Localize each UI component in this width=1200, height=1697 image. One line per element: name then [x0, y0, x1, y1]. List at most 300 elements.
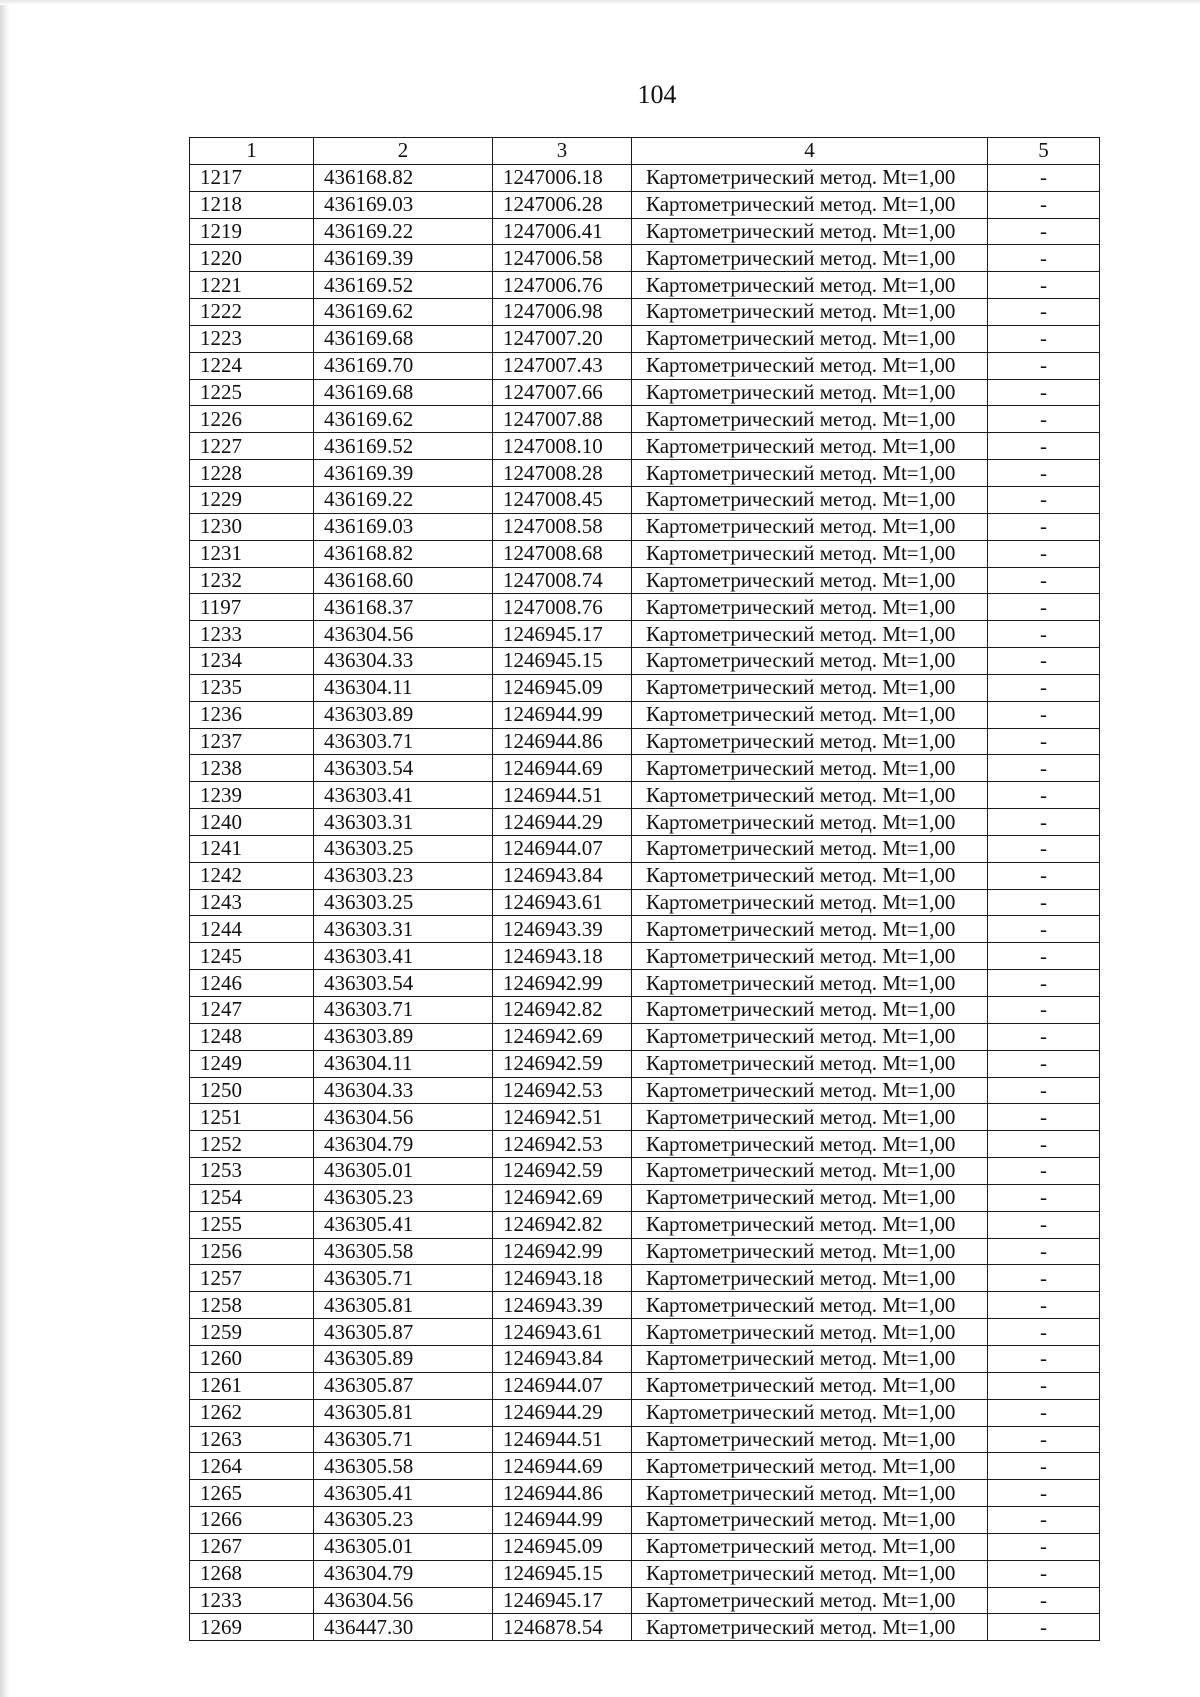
- y-coordinate-cell: 1247007.88: [493, 406, 632, 433]
- table-row: [190, 1345, 1100, 1372]
- note-cell: -: [988, 1345, 1100, 1372]
- note-cell: -: [988, 782, 1100, 809]
- x-coordinate-cell: 436305.01: [314, 1533, 493, 1560]
- y-coordinate-cell: 1246942.51: [493, 1104, 632, 1131]
- x-coordinate-cell: 436303.25: [314, 835, 493, 862]
- method-cell: Картометрический метод. Mt=1,00: [632, 728, 988, 755]
- x-coordinate-cell: 436303.89: [314, 1023, 493, 1050]
- table-row: [190, 1050, 1100, 1077]
- method-cell: Картометрический метод. Mt=1,00: [632, 970, 988, 997]
- point-number-cell: 1238: [190, 755, 314, 782]
- y-coordinate-cell: 1247008.58: [493, 513, 632, 540]
- point-number-cell: 1224: [190, 352, 314, 379]
- point-number-cell: 1248: [190, 1023, 314, 1050]
- x-coordinate-cell: 436304.11: [314, 674, 493, 701]
- note-cell: -: [988, 1023, 1100, 1050]
- note-cell: -: [988, 191, 1100, 218]
- note-cell: -: [988, 594, 1100, 621]
- table-row: [190, 1211, 1100, 1238]
- note-cell: -: [988, 513, 1100, 540]
- note-cell: -: [988, 1131, 1100, 1158]
- y-coordinate-cell: 1246944.86: [493, 1480, 632, 1507]
- y-coordinate-cell: 1247007.20: [493, 325, 632, 352]
- method-cell: Картометрический метод. Mt=1,00: [632, 433, 988, 460]
- note-cell: -: [988, 1211, 1100, 1238]
- table-row: [190, 1614, 1100, 1641]
- method-cell: Картометрический метод. Mt=1,00: [632, 835, 988, 862]
- method-cell: Картометрический метод. Mt=1,00: [632, 191, 988, 218]
- point-number-cell: 1266: [190, 1507, 314, 1534]
- note-cell: -: [988, 1319, 1100, 1346]
- x-coordinate-cell: 436169.22: [314, 218, 493, 245]
- table-row: [190, 809, 1100, 836]
- table-row: [190, 1184, 1100, 1211]
- note-cell: -: [988, 1292, 1100, 1319]
- method-cell: Картометрический метод. Mt=1,00: [632, 1399, 988, 1426]
- method-cell: Картометрический метод. Mt=1,00: [632, 701, 988, 728]
- x-coordinate-cell: 436305.87: [314, 1372, 493, 1399]
- y-coordinate-cell: 1247008.76: [493, 594, 632, 621]
- table-row: [190, 1023, 1100, 1050]
- y-coordinate-cell: 1246944.29: [493, 809, 632, 836]
- method-cell: Картометрический метод. Mt=1,00: [632, 1319, 988, 1346]
- table-row: [190, 1560, 1100, 1587]
- method-cell: Картометрический метод. Mt=1,00: [632, 164, 988, 191]
- y-coordinate-cell: 1246945.17: [493, 1587, 632, 1614]
- y-coordinate-cell: 1246942.69: [493, 1023, 632, 1050]
- note-cell: -: [988, 352, 1100, 379]
- table-row: [190, 379, 1100, 406]
- y-coordinate-cell: 1246942.99: [493, 970, 632, 997]
- table-row: [190, 513, 1100, 540]
- method-cell: Картометрический метод. Mt=1,00: [632, 272, 988, 299]
- y-coordinate-cell: 1246944.69: [493, 755, 632, 782]
- table-row: [190, 325, 1100, 352]
- point-number-cell: 1242: [190, 862, 314, 889]
- point-number-cell: 1269: [190, 1614, 314, 1641]
- x-coordinate-cell: 436305.81: [314, 1399, 493, 1426]
- y-coordinate-cell: 1246943.39: [493, 1292, 632, 1319]
- point-number-cell: 1262: [190, 1399, 314, 1426]
- x-coordinate-cell: 436304.79: [314, 1131, 493, 1158]
- table-row: [190, 1265, 1100, 1292]
- table-row: [190, 594, 1100, 621]
- method-cell: Картометрический метод. Mt=1,00: [632, 245, 988, 272]
- y-coordinate-cell: 1246942.53: [493, 1131, 632, 1158]
- y-coordinate-cell: 1247008.10: [493, 433, 632, 460]
- table-row: [190, 1077, 1100, 1104]
- point-number-cell: 1218: [190, 191, 314, 218]
- x-coordinate-cell: 436303.23: [314, 862, 493, 889]
- point-number-cell: 1261: [190, 1372, 314, 1399]
- x-coordinate-cell: 436303.71: [314, 997, 493, 1024]
- note-cell: -: [988, 648, 1100, 675]
- note-cell: -: [988, 245, 1100, 272]
- y-coordinate-cell: 1246878.54: [493, 1614, 632, 1641]
- note-cell: -: [988, 1265, 1100, 1292]
- method-cell: Картометрический метод. Mt=1,00: [632, 1507, 988, 1534]
- note-cell: -: [988, 272, 1100, 299]
- table-row: [190, 299, 1100, 326]
- point-number-cell: 1244: [190, 916, 314, 943]
- y-coordinate-cell: 1246943.39: [493, 916, 632, 943]
- x-coordinate-cell: 436303.25: [314, 889, 493, 916]
- point-number-cell: 1228: [190, 460, 314, 487]
- y-coordinate-cell: 1246945.09: [493, 1533, 632, 1560]
- x-coordinate-cell: 436304.33: [314, 648, 493, 675]
- y-coordinate-cell: 1246944.99: [493, 701, 632, 728]
- method-cell: Картометрический метод. Mt=1,00: [632, 1480, 988, 1507]
- point-number-cell: 1259: [190, 1319, 314, 1346]
- point-number-cell: 1225: [190, 379, 314, 406]
- note-cell: -: [988, 379, 1100, 406]
- method-cell: Картометрический метод. Mt=1,00: [632, 513, 988, 540]
- table-row: [190, 701, 1100, 728]
- y-coordinate-cell: 1246943.18: [493, 1265, 632, 1292]
- point-number-cell: 1256: [190, 1238, 314, 1265]
- x-coordinate-cell: 436305.71: [314, 1426, 493, 1453]
- point-number-cell: 1245: [190, 943, 314, 970]
- table-row: [190, 1372, 1100, 1399]
- method-cell: Картометрический метод. Mt=1,00: [632, 1345, 988, 1372]
- point-number-cell: 1258: [190, 1292, 314, 1319]
- y-coordinate-cell: 1246944.29: [493, 1399, 632, 1426]
- method-cell: Картометрический метод. Mt=1,00: [632, 916, 988, 943]
- y-coordinate-cell: 1247006.58: [493, 245, 632, 272]
- point-number-cell: 1255: [190, 1211, 314, 1238]
- method-cell: Картометрический метод. Mt=1,00: [632, 1158, 988, 1185]
- x-coordinate-cell: 436169.68: [314, 379, 493, 406]
- x-coordinate-cell: 436168.82: [314, 540, 493, 567]
- y-coordinate-cell: 1247007.66: [493, 379, 632, 406]
- method-cell: Картометрический метод. Mt=1,00: [632, 594, 988, 621]
- point-number-cell: 1197: [190, 594, 314, 621]
- x-coordinate-cell: 436169.52: [314, 433, 493, 460]
- note-cell: -: [988, 943, 1100, 970]
- table-row: [190, 352, 1100, 379]
- point-number-cell: 1229: [190, 486, 314, 513]
- table-row: [190, 1399, 1100, 1426]
- method-cell: Картометрический метод. Mt=1,00: [632, 1426, 988, 1453]
- note-cell: -: [988, 701, 1100, 728]
- method-cell: Картометрический метод. Mt=1,00: [632, 1453, 988, 1480]
- point-number-cell: 1230: [190, 513, 314, 540]
- method-cell: Картометрический метод. Mt=1,00: [632, 567, 988, 594]
- point-number-cell: 1233: [190, 1587, 314, 1614]
- y-coordinate-cell: 1246945.15: [493, 1560, 632, 1587]
- point-number-cell: 1241: [190, 835, 314, 862]
- y-coordinate-cell: 1246945.15: [493, 648, 632, 675]
- method-cell: Картометрический метод. Mt=1,00: [632, 648, 988, 675]
- method-cell: Картометрический метод. Mt=1,00: [632, 406, 988, 433]
- note-cell: -: [988, 1050, 1100, 1077]
- x-coordinate-cell: 436304.56: [314, 1587, 493, 1614]
- note-cell: -: [988, 1104, 1100, 1131]
- point-number-cell: 1220: [190, 245, 314, 272]
- method-cell: Картометрический метод. Mt=1,00: [632, 621, 988, 648]
- note-cell: -: [988, 970, 1100, 997]
- point-number-cell: 1219: [190, 218, 314, 245]
- y-coordinate-cell: 1247008.28: [493, 460, 632, 487]
- y-coordinate-cell: 1246943.84: [493, 1345, 632, 1372]
- method-cell: Картометрический метод. Mt=1,00: [632, 1050, 988, 1077]
- y-coordinate-cell: 1246942.59: [493, 1050, 632, 1077]
- point-number-cell: 1232: [190, 567, 314, 594]
- note-cell: -: [988, 862, 1100, 889]
- note-cell: -: [988, 1077, 1100, 1104]
- table-row: [190, 218, 1100, 245]
- point-number-cell: 1264: [190, 1453, 314, 1480]
- y-coordinate-cell: 1247007.43: [493, 352, 632, 379]
- method-cell: Картометрический метод. Mt=1,00: [632, 1023, 988, 1050]
- note-cell: -: [988, 1158, 1100, 1185]
- table-row: [190, 943, 1100, 970]
- table-row: [190, 1238, 1100, 1265]
- x-coordinate-cell: 436304.56: [314, 621, 493, 648]
- note-cell: -: [988, 1507, 1100, 1534]
- table-row: [190, 674, 1100, 701]
- table-row: [190, 486, 1100, 513]
- x-coordinate-cell: 436169.39: [314, 245, 493, 272]
- scan-shadow-edge: [0, 0, 10, 1697]
- x-coordinate-cell: 436304.11: [314, 1050, 493, 1077]
- note-cell: -: [988, 1560, 1100, 1587]
- point-number-cell: 1246: [190, 970, 314, 997]
- note-cell: -: [988, 1372, 1100, 1399]
- x-coordinate-cell: 436303.89: [314, 701, 493, 728]
- point-number-cell: 1235: [190, 674, 314, 701]
- y-coordinate-cell: 1246942.82: [493, 1211, 632, 1238]
- x-coordinate-cell: 436305.58: [314, 1238, 493, 1265]
- note-cell: -: [988, 889, 1100, 916]
- column-header-5: 5: [988, 138, 1100, 165]
- method-cell: Картометрический метод. Mt=1,00: [632, 1614, 988, 1641]
- table-row: [190, 540, 1100, 567]
- point-number-cell: 1253: [190, 1158, 314, 1185]
- y-coordinate-cell: 1247006.41: [493, 218, 632, 245]
- note-cell: -: [988, 1238, 1100, 1265]
- x-coordinate-cell: 436305.89: [314, 1345, 493, 1372]
- point-number-cell: 1227: [190, 433, 314, 460]
- y-coordinate-cell: 1246944.07: [493, 835, 632, 862]
- x-coordinate-cell: 436304.56: [314, 1104, 493, 1131]
- note-cell: -: [988, 164, 1100, 191]
- note-cell: -: [988, 325, 1100, 352]
- point-number-cell: 1221: [190, 272, 314, 299]
- y-coordinate-cell: 1246942.82: [493, 997, 632, 1024]
- note-cell: -: [988, 755, 1100, 782]
- y-coordinate-cell: 1246942.69: [493, 1184, 632, 1211]
- point-number-cell: 1254: [190, 1184, 314, 1211]
- x-coordinate-cell: 436169.22: [314, 486, 493, 513]
- column-header-3: 3: [493, 138, 632, 165]
- y-coordinate-cell: 1246944.86: [493, 728, 632, 755]
- table-row: [190, 970, 1100, 997]
- table-row: [190, 1507, 1100, 1534]
- method-cell: Картометрический метод. Mt=1,00: [632, 862, 988, 889]
- point-number-cell: 1247: [190, 997, 314, 1024]
- note-cell: -: [988, 540, 1100, 567]
- x-coordinate-cell: 436303.41: [314, 782, 493, 809]
- column-header-4: 4: [632, 138, 988, 165]
- point-number-cell: 1251: [190, 1104, 314, 1131]
- column-header-1: 1: [190, 138, 314, 165]
- x-coordinate-cell: 436305.71: [314, 1265, 493, 1292]
- note-cell: -: [988, 486, 1100, 513]
- note-cell: -: [988, 997, 1100, 1024]
- y-coordinate-cell: 1246943.84: [493, 862, 632, 889]
- method-cell: Картометрический метод. Mt=1,00: [632, 809, 988, 836]
- point-number-cell: 1260: [190, 1345, 314, 1372]
- x-coordinate-cell: 436305.23: [314, 1184, 493, 1211]
- point-number-cell: 1234: [190, 648, 314, 675]
- method-cell: Картометрический метод. Mt=1,00: [632, 1560, 988, 1587]
- y-coordinate-cell: 1247006.18: [493, 164, 632, 191]
- x-coordinate-cell: 436169.52: [314, 272, 493, 299]
- point-number-cell: 1240: [190, 809, 314, 836]
- y-coordinate-cell: 1246944.99: [493, 1507, 632, 1534]
- method-cell: Картометрический метод. Mt=1,00: [632, 460, 988, 487]
- x-coordinate-cell: 436305.87: [314, 1319, 493, 1346]
- method-cell: Картометрический метод. Mt=1,00: [632, 1211, 988, 1238]
- method-cell: Картометрический метод. Mt=1,00: [632, 997, 988, 1024]
- note-cell: -: [988, 1533, 1100, 1560]
- x-coordinate-cell: 436169.68: [314, 325, 493, 352]
- table-row: [190, 755, 1100, 782]
- point-number-cell: 1231: [190, 540, 314, 567]
- page-number: 104: [637, 80, 677, 109]
- point-number-cell: 1223: [190, 325, 314, 352]
- point-number-cell: 1243: [190, 889, 314, 916]
- note-cell: -: [988, 1480, 1100, 1507]
- table-row: [190, 889, 1100, 916]
- point-number-cell: 1257: [190, 1265, 314, 1292]
- y-coordinate-cell: 1246944.51: [493, 1426, 632, 1453]
- scan-shadow-top: [0, 0, 1200, 5]
- note-cell: -: [988, 460, 1100, 487]
- x-coordinate-cell: 436168.82: [314, 164, 493, 191]
- note-cell: -: [988, 1453, 1100, 1480]
- table-row: [190, 1453, 1100, 1480]
- point-number-cell: 1217: [190, 164, 314, 191]
- note-cell: -: [988, 1614, 1100, 1641]
- table-row: [190, 621, 1100, 648]
- method-cell: Картометрический метод. Mt=1,00: [632, 782, 988, 809]
- table-row: [190, 245, 1100, 272]
- y-coordinate-cell: 1246942.53: [493, 1077, 632, 1104]
- note-cell: -: [988, 835, 1100, 862]
- note-cell: -: [988, 218, 1100, 245]
- x-coordinate-cell: 436305.23: [314, 1507, 493, 1534]
- y-coordinate-cell: 1246944.69: [493, 1453, 632, 1480]
- method-cell: Картометрический метод. Mt=1,00: [632, 352, 988, 379]
- note-cell: -: [988, 406, 1100, 433]
- y-coordinate-cell: 1246943.61: [493, 1319, 632, 1346]
- method-cell: Картометрический метод. Mt=1,00: [632, 1131, 988, 1158]
- column-header-2: 2: [314, 138, 493, 165]
- method-cell: Картометрический метод. Mt=1,00: [632, 943, 988, 970]
- table-row: [190, 191, 1100, 218]
- y-coordinate-cell: 1246942.59: [493, 1158, 632, 1185]
- table-row: [190, 648, 1100, 675]
- point-number-cell: 1263: [190, 1426, 314, 1453]
- method-cell: Картометрический метод. Mt=1,00: [632, 540, 988, 567]
- point-number-cell: 1265: [190, 1480, 314, 1507]
- note-cell: -: [988, 674, 1100, 701]
- method-cell: Картометрический метод. Mt=1,00: [632, 1533, 988, 1560]
- x-coordinate-cell: 436169.62: [314, 406, 493, 433]
- table-row: [190, 862, 1100, 889]
- method-cell: Картометрический метод. Mt=1,00: [632, 486, 988, 513]
- table-row: [190, 1158, 1100, 1185]
- table-row: [190, 1426, 1100, 1453]
- x-coordinate-cell: 436304.79: [314, 1560, 493, 1587]
- method-cell: Картометрический метод. Mt=1,00: [632, 1184, 988, 1211]
- y-coordinate-cell: 1246943.18: [493, 943, 632, 970]
- x-coordinate-cell: 436305.58: [314, 1453, 493, 1480]
- y-coordinate-cell: 1246943.61: [493, 889, 632, 916]
- method-cell: Картометрический метод. Mt=1,00: [632, 299, 988, 326]
- x-coordinate-cell: 436303.54: [314, 755, 493, 782]
- table-header: [190, 138, 1100, 165]
- header-row: [190, 138, 1100, 165]
- method-cell: Картометрический метод. Mt=1,00: [632, 218, 988, 245]
- table-row: [190, 567, 1100, 594]
- note-cell: -: [988, 299, 1100, 326]
- note-cell: -: [988, 1587, 1100, 1614]
- x-coordinate-cell: 436169.03: [314, 191, 493, 218]
- table-row: [190, 164, 1100, 191]
- y-coordinate-cell: 1246944.07: [493, 1372, 632, 1399]
- note-cell: -: [988, 809, 1100, 836]
- y-coordinate-cell: 1247006.98: [493, 299, 632, 326]
- table-row: [190, 272, 1100, 299]
- x-coordinate-cell: 436305.81: [314, 1292, 493, 1319]
- point-number-cell: 1268: [190, 1560, 314, 1587]
- point-number-cell: 1226: [190, 406, 314, 433]
- method-cell: Картометрический метод. Mt=1,00: [632, 755, 988, 782]
- y-coordinate-cell: 1247006.28: [493, 191, 632, 218]
- x-coordinate-cell: 436169.39: [314, 460, 493, 487]
- y-coordinate-cell: 1247006.76: [493, 272, 632, 299]
- table-row: [190, 1104, 1100, 1131]
- x-coordinate-cell: 436303.54: [314, 970, 493, 997]
- note-cell: -: [988, 567, 1100, 594]
- method-cell: Картометрический метод. Mt=1,00: [632, 1372, 988, 1399]
- point-number-cell: 1233: [190, 621, 314, 648]
- table-row: [190, 728, 1100, 755]
- method-cell: Картометрический метод. Mt=1,00: [632, 1238, 988, 1265]
- x-coordinate-cell: 436303.71: [314, 728, 493, 755]
- table-row: [190, 1131, 1100, 1158]
- method-cell: Картометрический метод. Mt=1,00: [632, 1292, 988, 1319]
- y-coordinate-cell: 1246942.99: [493, 1238, 632, 1265]
- method-cell: Картометрический метод. Mt=1,00: [632, 1587, 988, 1614]
- table-row: [190, 1480, 1100, 1507]
- note-cell: -: [988, 433, 1100, 460]
- point-number-cell: 1239: [190, 782, 314, 809]
- table-body: [190, 164, 1100, 1640]
- table-row: [190, 1319, 1100, 1346]
- method-cell: Картометрический метод. Mt=1,00: [632, 1104, 988, 1131]
- note-cell: -: [988, 1399, 1100, 1426]
- point-number-cell: 1237: [190, 728, 314, 755]
- table-row: [190, 1587, 1100, 1614]
- x-coordinate-cell: 436447.30: [314, 1614, 493, 1641]
- x-coordinate-cell: 436303.31: [314, 916, 493, 943]
- x-coordinate-cell: 436305.41: [314, 1211, 493, 1238]
- table-row: [190, 916, 1100, 943]
